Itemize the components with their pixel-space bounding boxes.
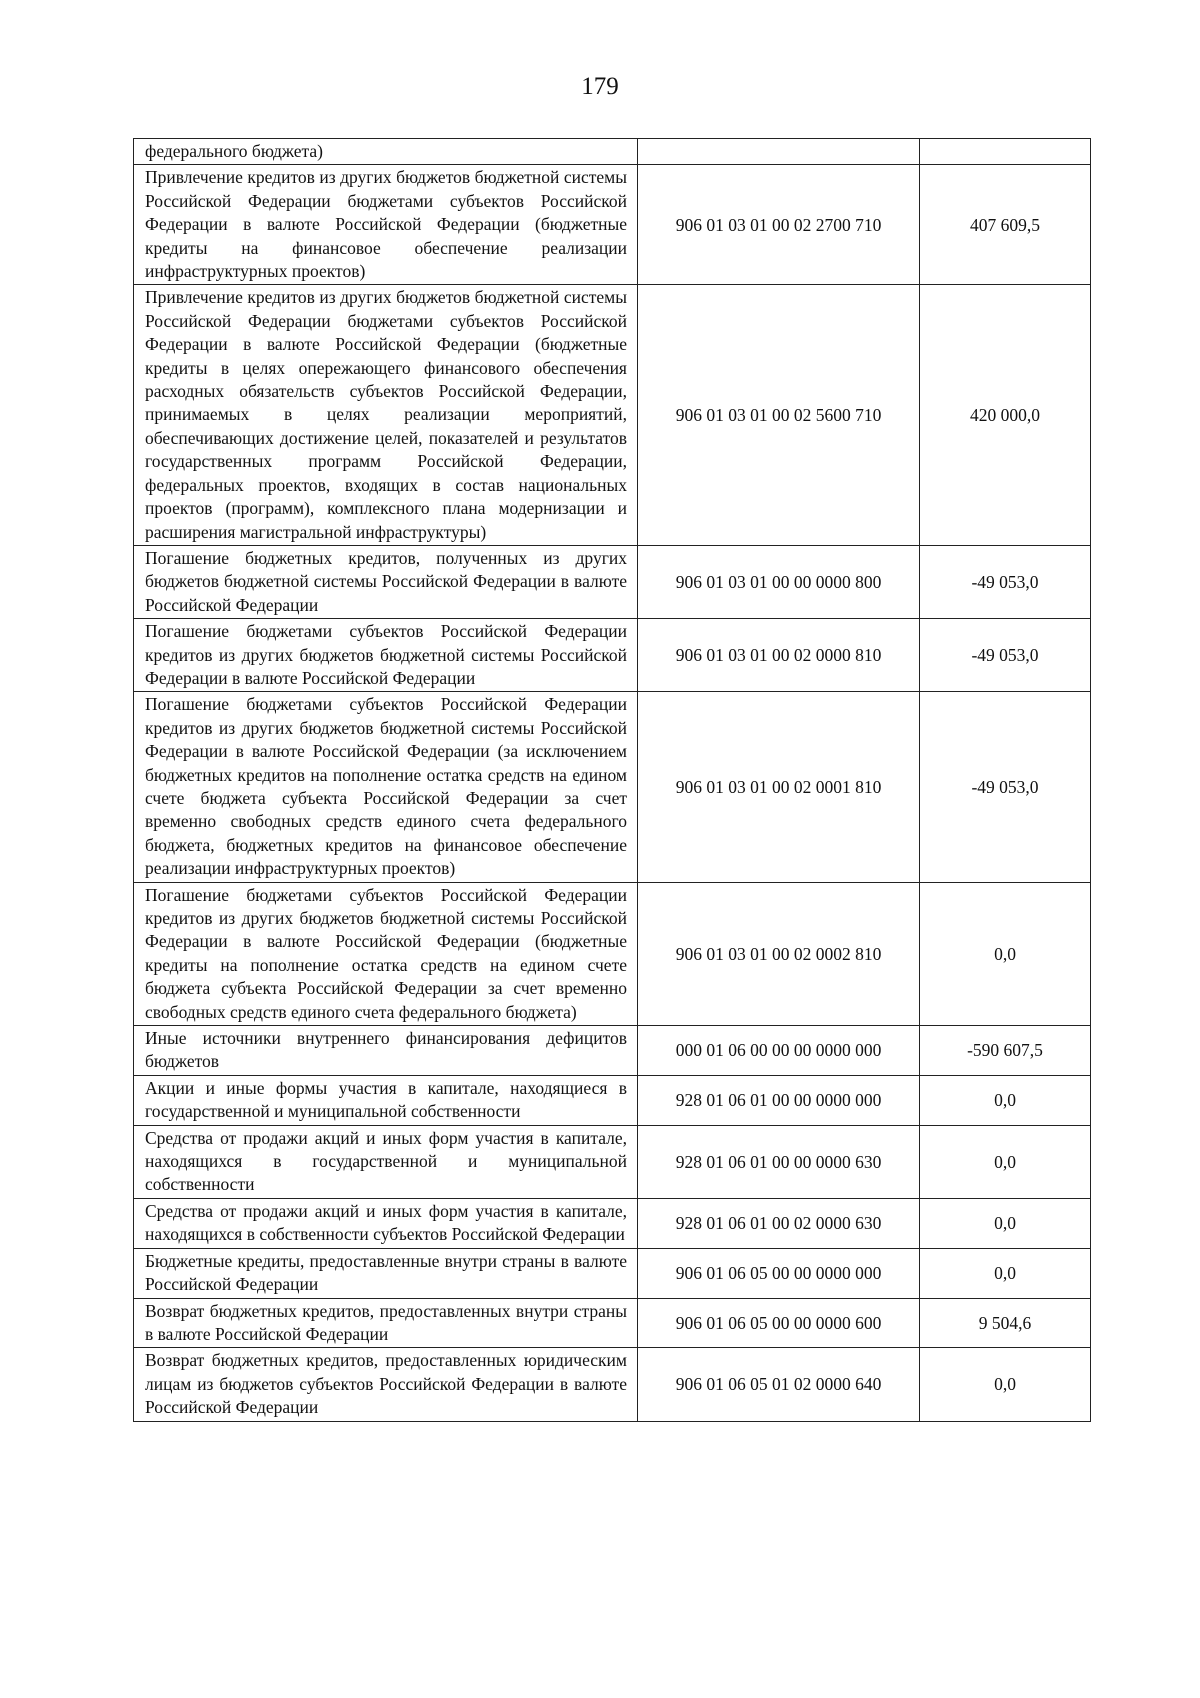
row-amount-cell: 0,0: [920, 1198, 1091, 1248]
table-row: [134, 1298, 1091, 1348]
table-row: [134, 545, 1091, 618]
row-amount-cell: 0,0: [920, 882, 1091, 1025]
row-name-cell: Погашение бюджетами субъектов Российской Федерации кредитов из других бюджетов бюджетной системы Российской Федерации в валюте Российской Федерации (за исключением бюджетных кредитов на пополнение остатка средств на едином счете бюджета субъекта Российской Федерации за счет временно свободных средств единого счета федерального бюджета, бюджетных кредитов на финансовое обеспечение реализации инфраструктурных проектов): [134, 692, 638, 882]
row-code-cell: 928 01 06 01 00 02 0000 630: [638, 1198, 920, 1248]
row-name-cell: Погашение бюджетных кредитов, полученных из других бюджетов бюджетной системы Российской Федерации в валюте Российской Федерации: [134, 545, 638, 618]
row-amount-cell: [920, 139, 1091, 165]
table-row: [134, 1125, 1091, 1198]
row-code-cell: 906 01 06 05 00 00 0000 600: [638, 1298, 920, 1348]
table-row: [134, 619, 1091, 692]
row-code-cell: 906 01 03 01 00 00 0000 800: [638, 545, 920, 618]
table-row: [134, 1075, 1091, 1125]
table-row: [134, 139, 1091, 165]
row-code-cell: [638, 139, 920, 165]
row-amount-cell: -590 607,5: [920, 1026, 1091, 1076]
row-amount-cell: 420 000,0: [920, 285, 1091, 545]
row-code-cell: 906 01 03 01 00 02 0001 810: [638, 692, 920, 882]
row-code-cell: 906 01 06 05 00 00 0000 000: [638, 1248, 920, 1298]
table-row: [134, 285, 1091, 545]
row-amount-cell: -49 053,0: [920, 692, 1091, 882]
row-amount-cell: 407 609,5: [920, 165, 1091, 285]
page-number: 179: [581, 73, 619, 100]
row-amount-cell: -49 053,0: [920, 619, 1091, 692]
table-row: [134, 1026, 1091, 1076]
row-name-cell: Средства от продажи акций и иных форм участия в капитале, находящихся в собственности субъектов Российской Федерации: [134, 1198, 638, 1248]
table-row: [134, 1198, 1091, 1248]
row-amount-cell: 0,0: [920, 1125, 1091, 1198]
table-row: [134, 882, 1091, 1025]
row-name-cell: федерального бюджета): [134, 139, 638, 165]
table-row: [134, 1348, 1091, 1421]
row-name-cell: Бюджетные кредиты, предоставленные внутри страны в валюте Российской Федерации: [134, 1248, 638, 1298]
row-code-cell: 906 01 03 01 00 02 2700 710: [638, 165, 920, 285]
row-amount-cell: -49 053,0: [920, 545, 1091, 618]
row-code-cell: 928 01 06 01 00 00 0000 630: [638, 1125, 920, 1198]
table-row: [134, 1248, 1091, 1298]
row-amount-cell: 9 504,6: [920, 1298, 1091, 1348]
row-name-cell: Привлечение кредитов из других бюджетов бюджетной системы Российской Федерации бюджетами субъектов Российской Федерации в валюте Российской Федерации (бюджетные кредиты на финансовое обеспечение реализации инфраструктурных проектов): [134, 165, 638, 285]
row-code-cell: 928 01 06 01 00 00 0000 000: [638, 1075, 920, 1125]
table-row: [134, 165, 1091, 285]
row-code-cell: 906 01 03 01 00 02 5600 710: [638, 285, 920, 545]
row-name-cell: Возврат бюджетных кредитов, предоставленных юридическим лицам из бюджетов субъектов Российской Федерации в валюте Российской Федерации: [134, 1348, 638, 1421]
table-body: [134, 139, 1091, 1422]
row-amount-cell: 0,0: [920, 1248, 1091, 1298]
table-row: [134, 692, 1091, 882]
row-name-cell: Иные источники внутреннего финансирования дефицитов бюджетов: [134, 1026, 638, 1076]
row-name-cell: Акции и иные формы участия в капитале, находящиеся в государственной и муниципальной собственности: [134, 1075, 638, 1125]
row-name-cell: Возврат бюджетных кредитов, предоставленных внутри страны в валюте Российской Федерации: [134, 1298, 638, 1348]
row-name-cell: Привлечение кредитов из других бюджетов бюджетной системы Российской Федерации бюджетами субъектов Российской Федерации в валюте Российской Федерации (бюджетные кредиты в целях опережающего финансового обеспечения расходных обязательств субъектов Российской Федерации, принимаемых в целях реализации мероприятий, обеспечивающих достижение целей, показателей и результатов государственных программ Российской Федерации, федеральных проектов, входящих в состав национальных проектов (программ), комплексного плана модернизации и расширения магистральной инфраструктуры): [134, 285, 638, 545]
row-amount-cell: 0,0: [920, 1075, 1091, 1125]
row-code-cell: 000 01 06 00 00 00 0000 000: [638, 1026, 920, 1076]
row-code-cell: 906 01 03 01 00 02 0000 810: [638, 619, 920, 692]
row-name-cell: Погашение бюджетами субъектов Российской Федерации кредитов из других бюджетов бюджетной системы Российской Федерации в валюте Российской Федерации: [134, 619, 638, 692]
row-amount-cell: 0,0: [920, 1348, 1091, 1421]
row-name-cell: Средства от продажи акций и иных форм участия в капитале, находящихся в государственной и муниципальной собственности: [134, 1125, 638, 1198]
row-code-cell: 906 01 03 01 00 02 0002 810: [638, 882, 920, 1025]
row-name-cell: Погашение бюджетами субъектов Российской Федерации кредитов из других бюджетов бюджетной системы Российской Федерации в валюте Российской Федерации (бюджетные кредиты на пополнение остатка средств на едином счете бюджета субъекта Российской Федерации за счет временно свободных средств единого счета федерального бюджета): [134, 882, 638, 1025]
budget-sources-table: [133, 138, 1091, 1422]
row-code-cell: 906 01 06 05 01 02 0000 640: [638, 1348, 920, 1421]
